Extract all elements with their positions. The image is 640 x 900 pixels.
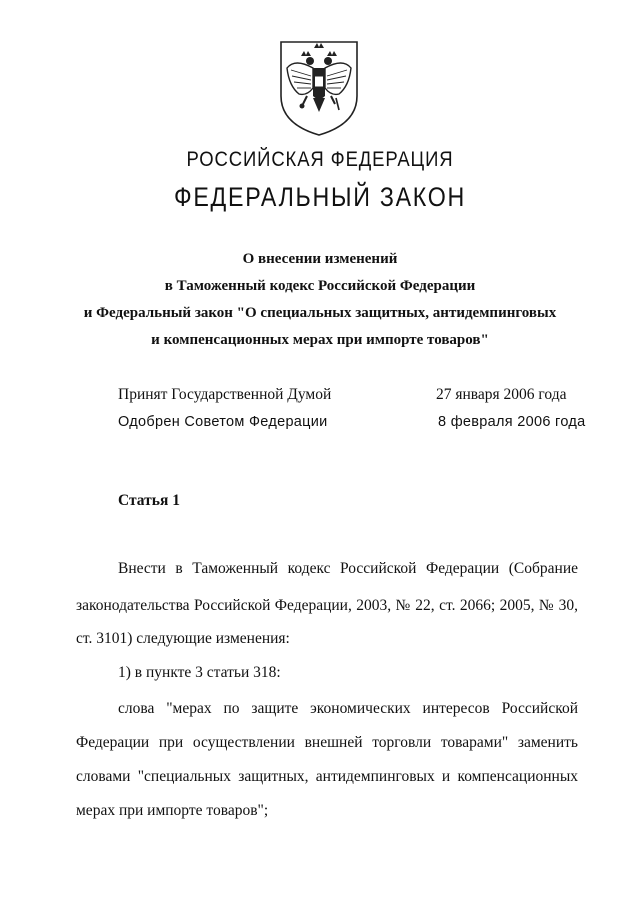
title-line: и компенсационных мерах при импорте товаров"	[151, 332, 489, 348]
adoption-council-row	[118, 414, 584, 430]
coat-of-arms-icon	[277, 38, 361, 138]
council-label: Одобрен Советом Федерации	[118, 414, 328, 430]
duma-date: 27 января 2006 года	[436, 386, 567, 403]
article-line: законодательства Российской Федерации, 2003, № 22, ст. 2066; 2005, № 30,	[76, 597, 578, 614]
council-date: 8 февраля 2006 года	[438, 414, 586, 430]
article-line: словами "специальных защитных, антидемпинговых и компенсационных	[76, 768, 578, 785]
adoption-duma-row	[118, 386, 584, 404]
title-line: и Федеральный закон "О специальных защитных, антидемпинговых	[83, 305, 557, 321]
article-line: мерах при импорте товаров";	[76, 802, 269, 819]
article-line: Внести в Таможенный кодекс Российской Федерации (Собрание	[118, 560, 578, 577]
article-line: слова "мерах по защите экономических интересов Российской	[118, 700, 578, 717]
law-type-heading: ФЕДЕРАЛЬНЫЙ ЗАКОН	[173, 182, 467, 212]
title-line: в Таможенный кодекс Российской Федерации	[164, 278, 476, 294]
duma-label: Принят Государственной Думой	[118, 386, 332, 403]
title-line: О внесении изменений	[242, 251, 398, 267]
article-line: Федерации при осуществлении внешней торговли товарами" заменить	[76, 734, 578, 751]
country-heading: РОССИЙСКАЯ ФЕДЕРАЦИЯ	[186, 148, 454, 171]
article-line: ст. 3101) следующие изменения:	[76, 630, 290, 647]
article-heading: Статья 1	[118, 492, 180, 509]
article-line: 1) в пункте 3 статьи 318:	[118, 664, 281, 681]
law-title	[30, 246, 610, 354]
